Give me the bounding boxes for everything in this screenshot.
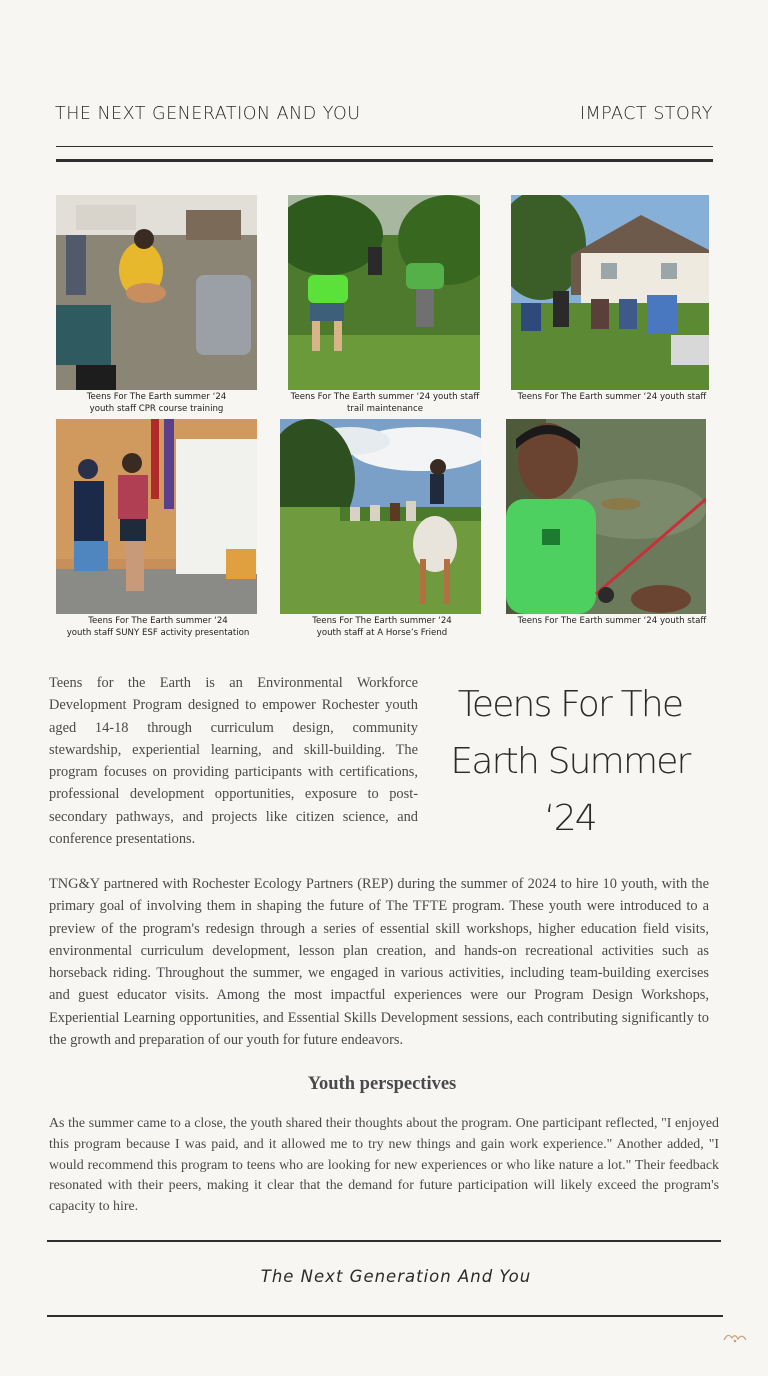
brand-logo-icon — [722, 1330, 748, 1344]
photo-caption — [276, 615, 488, 639]
photo-trail-maintenance — [288, 195, 480, 390]
photo-fishing — [506, 419, 706, 614]
feature-title-line: ‘24 — [544, 798, 596, 839]
photo-group-circle — [511, 195, 709, 390]
photo-horseback-riding — [280, 419, 481, 614]
photo-caption — [52, 615, 264, 639]
photo-caption-line: Teens For The Earth summer ‘24 youth staff — [517, 616, 707, 626]
photo-cpr-training — [56, 195, 257, 390]
program-summary-paragraph: TNG&Y partnered with Rochester Ecology Partners (REP) during the summer of 2024 to hire 10 youth, with the primary goal of involving them in shaping the future of The TFTE program. These youth were introduced to a preview of the program's redesign through a series of essential skill workshops, higher education field visits, environmental curriculum development, lesson plan creation, and hands-on recreational activities such as horseback riding. Throughout the summer, we engaged in various activities, including team-building exercises and guest educator visits. Among the most impactful experiences were our Program Design Workshops, Experiential Learning opportunities, and Essential Skills Development sessions, each contributing significantly to the growth and preparation of our youth for future endeavors. — [49, 876, 709, 1049]
feature-title-line: Teens For The — [457, 684, 683, 725]
photo-caption-line: Teens For The Earth summer ‘24 — [312, 616, 452, 626]
header-divider-thick — [56, 159, 713, 162]
photo-caption — [280, 391, 490, 415]
intro-paragraph: Teens for the Earth is an Environmental Workforce Development Program designed to empower Rochester youth aged 14-18 through curriculum design, community stewardship, experiential learning, and skill-building. The program focuses on providing participants with certifications, professional development opportunities, exposure to post-secondary pathways, and projects like citizen science, and conference presentations. — [49, 675, 418, 848]
photo-caption-line: Teens For The Earth summer ‘24 youth staff — [517, 392, 707, 402]
photo-caption-line: Teens For The Earth summer ‘24 — [88, 616, 228, 626]
photo-caption — [506, 615, 718, 627]
header-divider-thin — [56, 146, 713, 147]
footer-title: The Next Generation And You — [260, 1267, 532, 1286]
header-title: THE NEXT GENERATION AND YOU — [55, 104, 361, 124]
youth-perspectives-paragraph: As the summer came to a close, the youth shared their thoughts about the program. One participant reflected, "I enjoyed this program because I was paid, and it allowed me to try new things and gain work experience." Another added, "I would recommend this program to teens who are looking for new experiences or who like nature a lot." Their feedback resonated with their peers, making it clear that the demand for future participation will likely exceed the program's capacity to hire. — [49, 1116, 719, 1215]
feature-title — [440, 676, 700, 847]
photo-caption-line: youth staff CPR course training — [89, 404, 224, 414]
section-subheading: Youth perspectives — [307, 1074, 457, 1094]
photo-caption-line: Teens For The Earth summer ‘24 youth staff — [290, 392, 480, 402]
header-section-label: IMPACT STORY — [579, 104, 713, 124]
photo-presentation — [56, 419, 257, 614]
feature-title-line: Earth Summer — [450, 741, 690, 782]
footer-divider-top — [47, 1240, 721, 1242]
photo-caption-line: Teens For The Earth summer ‘24 — [86, 392, 227, 402]
photo-caption-line: youth staff at A Horse’s Friend — [316, 628, 448, 638]
photo-caption — [506, 391, 718, 403]
photo-caption-line: youth staff SUNY ESF activity presentation — [66, 628, 250, 638]
photo-caption — [56, 391, 257, 415]
photo-caption-line: trail maintenance — [347, 404, 423, 414]
footer-divider-bottom — [47, 1315, 723, 1317]
